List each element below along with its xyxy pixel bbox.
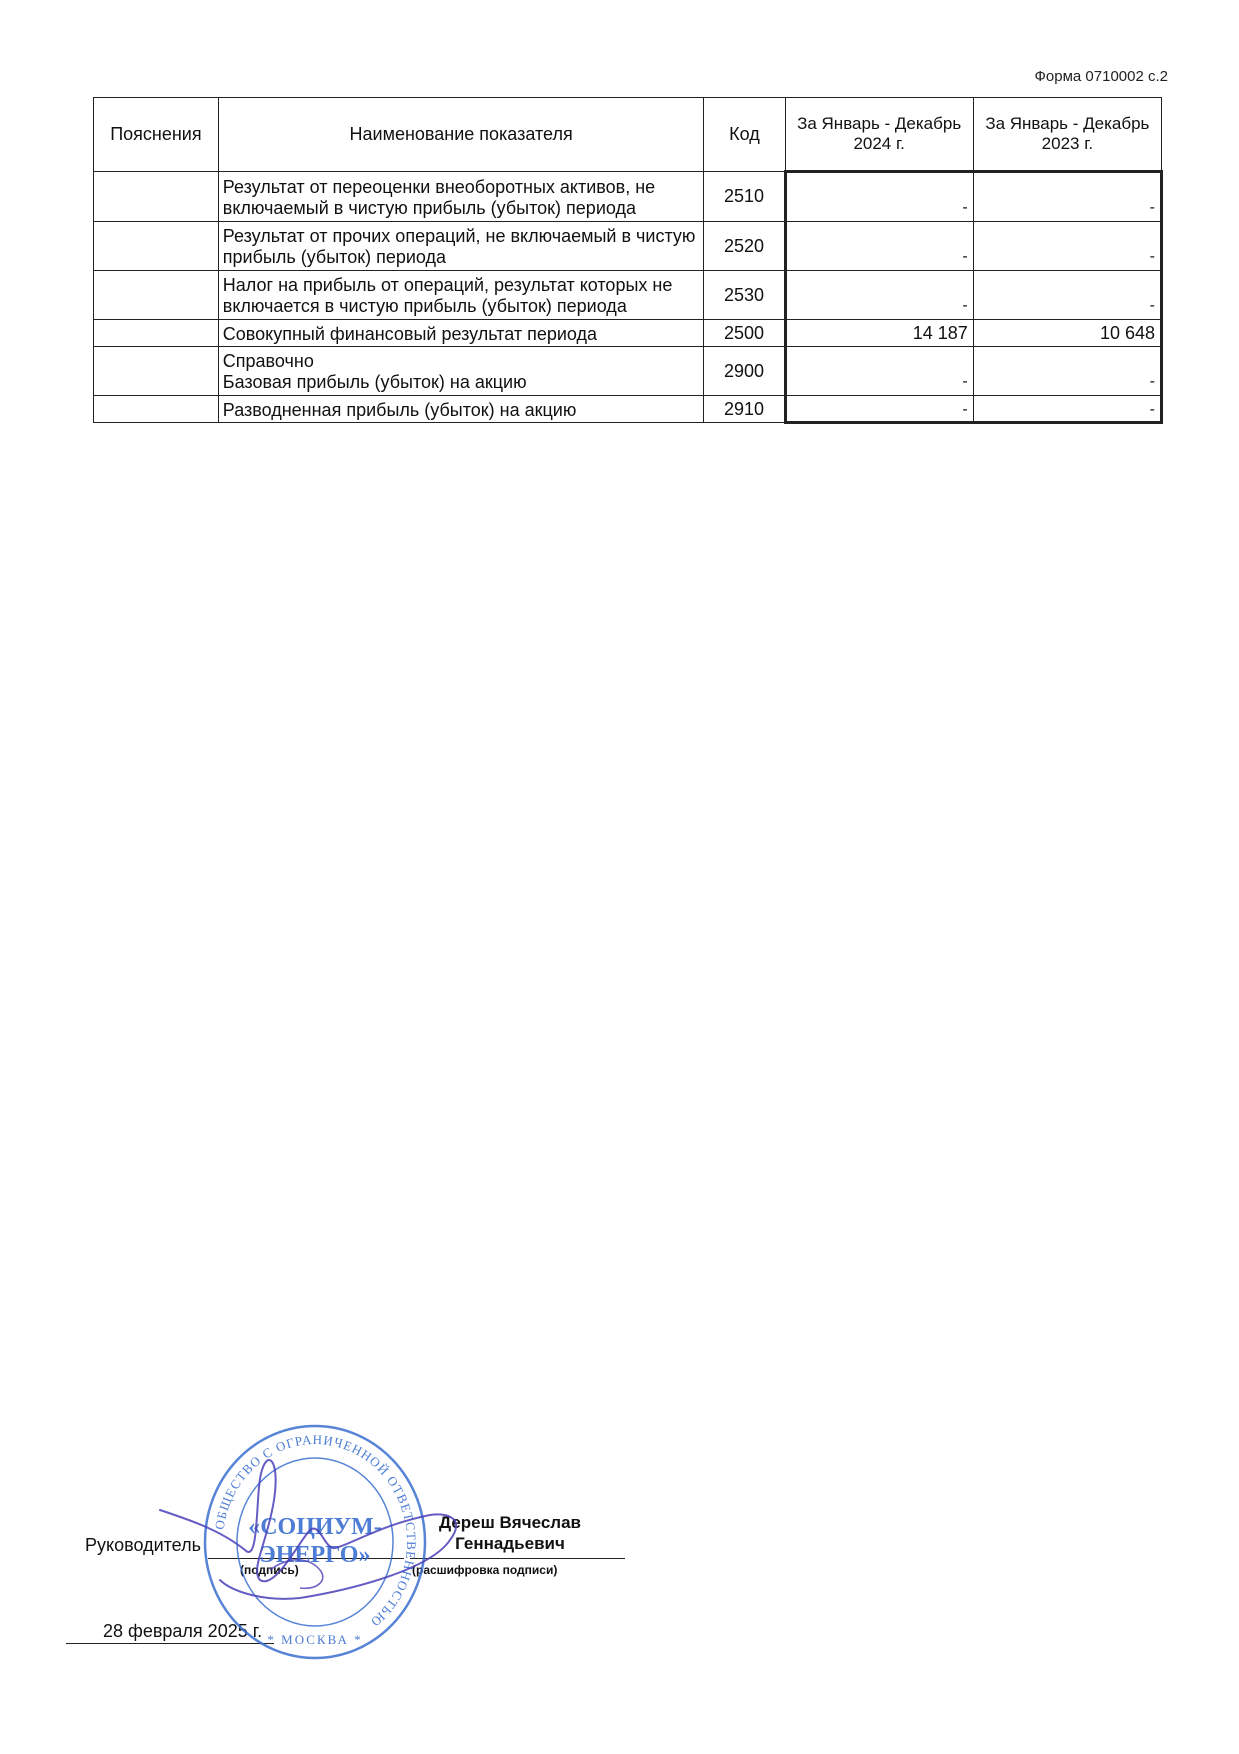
notes-cell	[94, 172, 219, 222]
signature-caption: (подпись)	[240, 1563, 299, 1577]
header-period-2024: За Январь - Декабрь 2024 г.	[785, 98, 973, 172]
table-row	[94, 320, 1162, 347]
svg-text:«СОЦИУМ-: «СОЦИУМ-	[248, 1514, 382, 1540]
table-row	[94, 396, 1162, 423]
indicator-code: 2510	[704, 172, 785, 222]
table-row	[94, 172, 1162, 222]
value-2024: -	[785, 396, 973, 423]
svg-text:* МОСКВА *: * МОСКВА *	[267, 1632, 363, 1647]
indicator-name: Разводненная прибыль (убыток) на акцию	[218, 396, 704, 423]
value-2023: -	[973, 396, 1161, 423]
notes-cell	[94, 222, 219, 271]
reference-label: Справочно	[222, 351, 314, 371]
notes-cell	[94, 271, 219, 320]
table-row	[94, 222, 1162, 271]
indicator-name: Результат от прочих операций, не включаемый в чистую прибыль (убыток) периода	[218, 222, 704, 271]
indicator-name: Налог на прибыль от операций, результат которых не включается в чистую прибыль (убыток) периода	[218, 271, 704, 320]
notes-cell	[94, 347, 219, 396]
document-date: 28 февраля 2025 г.	[103, 1621, 263, 1641]
value-2024: -	[785, 271, 973, 320]
value-2023: 10 648	[973, 320, 1161, 347]
indicator-name-text: Базовая прибыль (убыток) на акцию	[222, 372, 527, 392]
signatory-name-line2: Геннадьевич	[455, 1534, 565, 1553]
value-2023: -	[973, 271, 1161, 320]
name-caption: (расшифровка подписи)	[412, 1563, 558, 1577]
value-2024: 14 187	[785, 320, 973, 347]
value-2024: -	[785, 222, 973, 271]
header-notes: Пояснения	[94, 98, 219, 172]
handwritten-signature	[150, 1430, 470, 1630]
form-number-label: Форма 0710002 с.2	[1034, 68, 1168, 85]
indicator-name: Совокупный финансовый результат периода	[218, 320, 704, 347]
value-2023: -	[973, 222, 1161, 271]
table-row	[94, 271, 1162, 320]
comprehensive-result-table	[93, 97, 1163, 424]
header-indicator-name: Наименование показателя	[218, 98, 704, 172]
notes-cell	[94, 320, 219, 347]
header-code: Код	[704, 98, 785, 172]
indicator-code: 2910	[704, 396, 785, 423]
svg-text:ЭНЕРГО»: ЭНЕРГО»	[259, 1542, 371, 1568]
svg-text:ОБЩЕСТВО С ОГРАНИЧЕННОЙ ОТВЕТС: ОБЩЕСТВО С ОГРАНИЧЕННОЙ ОТВЕТСТВЕННОСТЬЮ	[211, 1431, 420, 1631]
indicator-name: Результат от переоценки внеоборотных активов, не включаемый в чистую прибыль (убыток) периода	[218, 172, 704, 222]
table-header-row	[94, 98, 1162, 172]
value-2024: -	[785, 347, 973, 396]
indicator-code: 2530	[704, 271, 785, 320]
header-period-2023: За Январь - Декабрь 2023 г.	[973, 98, 1161, 172]
signatory-role: Руководитель	[85, 1535, 201, 1555]
indicator-code: 2900	[704, 347, 785, 396]
value-2024: -	[785, 172, 973, 222]
notes-cell	[94, 396, 219, 423]
signatory-name-line1: Дереш Вячеслав	[439, 1513, 581, 1532]
indicator-name	[218, 347, 704, 396]
indicator-code: 2520	[704, 222, 785, 271]
table-row	[94, 347, 1162, 396]
indicator-code: 2500	[704, 320, 785, 347]
value-2023: -	[973, 172, 1161, 222]
value-2023: -	[973, 347, 1161, 396]
